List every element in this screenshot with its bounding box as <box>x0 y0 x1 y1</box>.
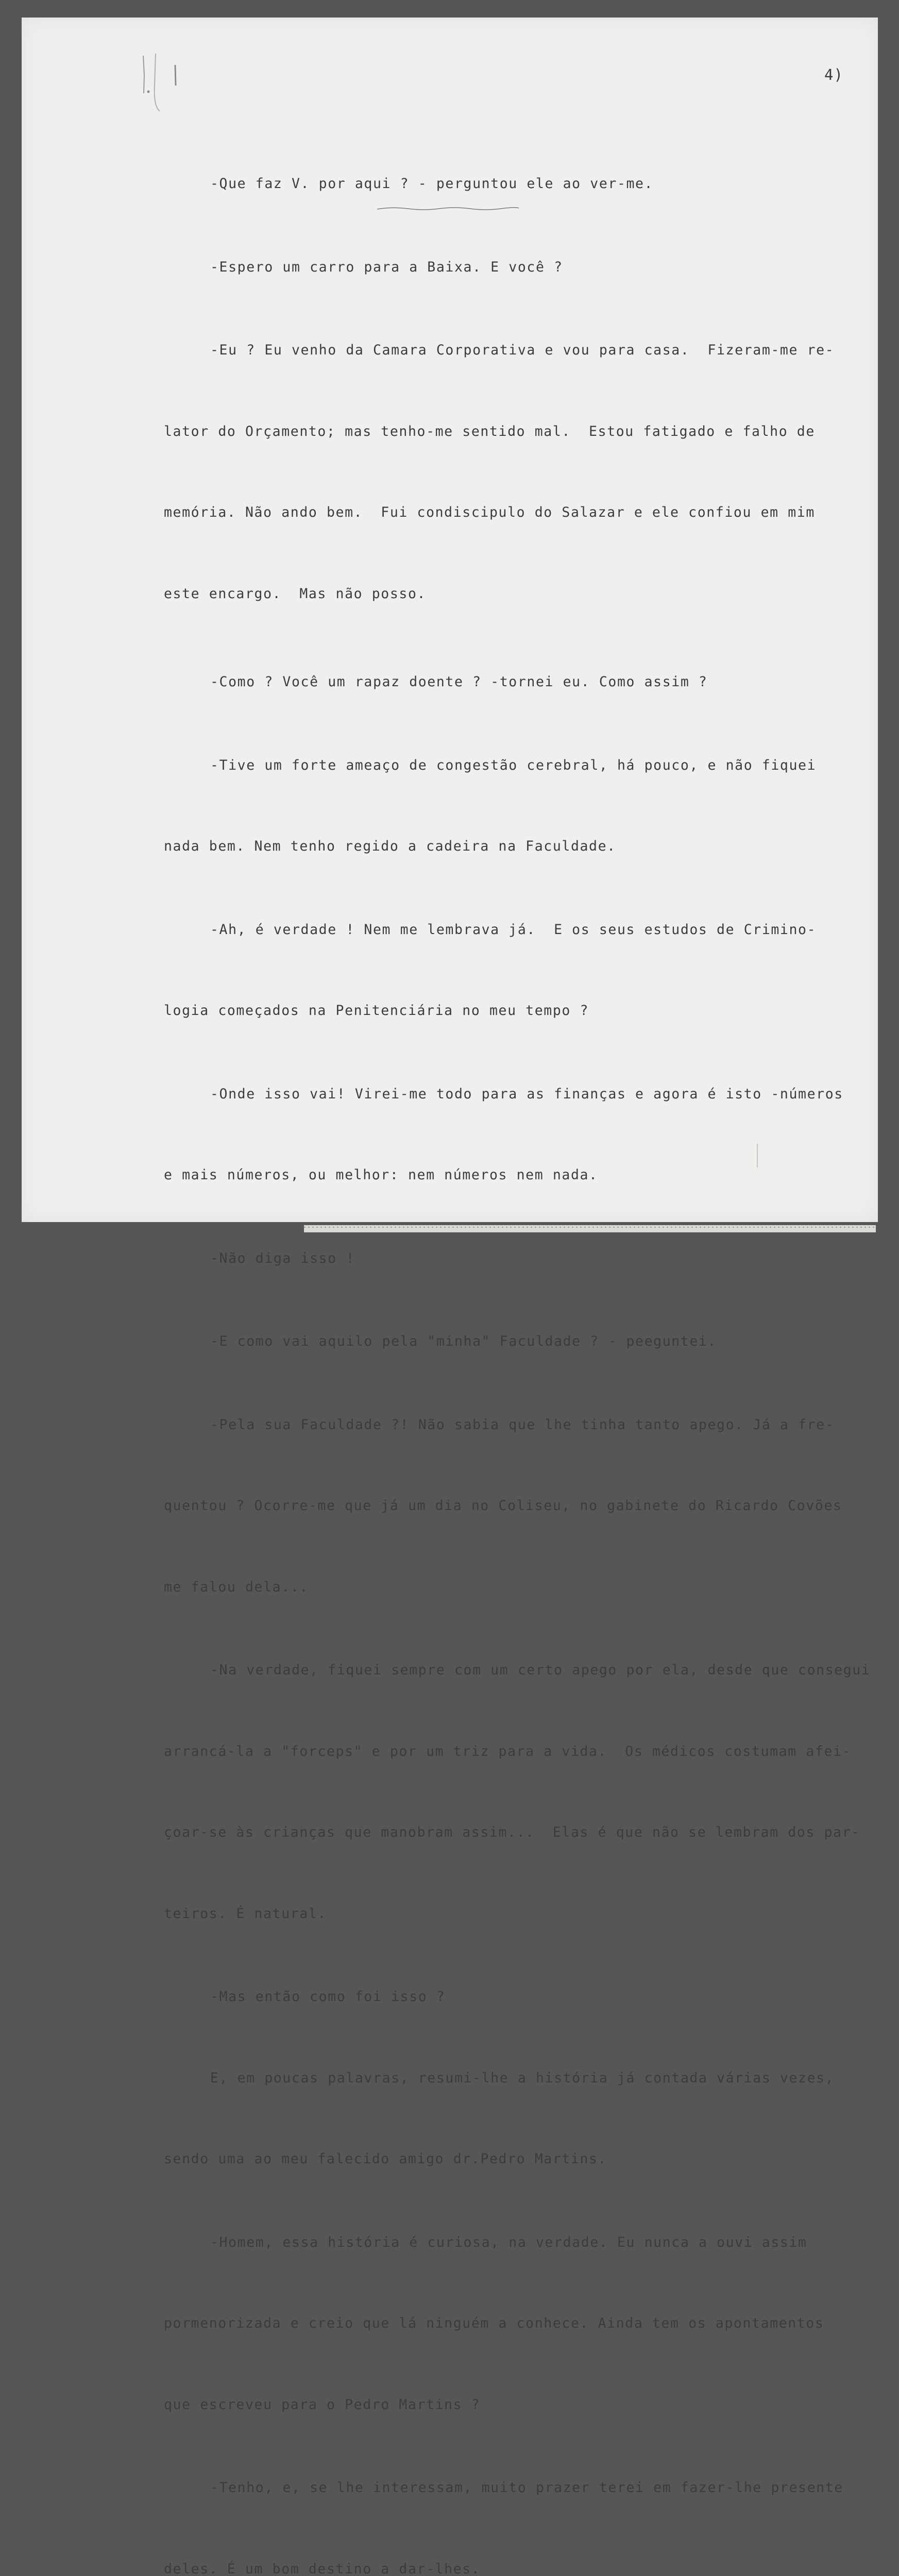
page-number: 4) <box>824 66 843 83</box>
text-line: -Na verdade, fiquei sempre com um certo apego por ela, desde que consegui <box>164 1657 895 1684</box>
text-line: -E como vai aquilo pela "minha" Faculdade ? - peeguntei. <box>164 1328 895 1355</box>
next-page-edge <box>304 1225 876 1232</box>
text-line: logia começados na Penitenciária no meu tempo ? <box>164 997 895 1025</box>
text-line: memória. Não ando bem. Fui condiscipulo do Salazar e ele confiou em mim <box>164 499 895 527</box>
pencil-marks <box>139 44 196 122</box>
text-line: e mais números, ou melhor: nem números nem nada. <box>164 1162 895 1189</box>
text-line: nada bem. Nem tenho regido a cadeira na Faculdade. <box>164 833 895 860</box>
text-line: -Tenho, e, se lhe interessam, muito prazer terei em fazer-lhe presente <box>164 2475 895 2502</box>
text-line: deles. É um bom destino a dar-lhes. <box>164 2556 895 2576</box>
text-line: -Espero um carro para a Baixa. E você ? <box>164 254 895 281</box>
text-line: E, em poucas palavras, resumi-lhe a história já contada várias vezes, <box>164 2065 895 2092</box>
text-line: teiros. É natural. <box>164 1901 895 1928</box>
typewritten-page <box>22 18 878 1222</box>
ink-mark <box>756 1144 759 1167</box>
text-line: quentou ? Ocorre-me que já um dia no Coliseu, no gabinete do Ricardo Covões <box>164 1493 895 1520</box>
text-line: -Mas então como foi isso ? <box>164 1984 895 2011</box>
text-line: -Pela sua Faculdade ?! Não sabia que lhe tinha tanto apego. Já a fre- <box>164 1412 895 1439</box>
text-line: pormenorizada e creio que lá ninguém a conhece. Ainda tem os apontamentos <box>164 2310 895 2337</box>
text-line: este encargo. Mas não posso. <box>164 581 895 608</box>
text-line: -Que faz V. por aqui ? - perguntou ele ao ver-me. <box>164 171 895 198</box>
text-line: arrancá-la a "forceps" e por um triz para a vida. Os médicos costumam afei- <box>164 1738 895 1766</box>
text-line: -Não diga isso ! <box>164 1245 895 1273</box>
text-line: sendo uma ao meu falecido amigo dr.Pedro Martins. <box>164 2146 895 2173</box>
text-line: -Tive um forte ameaço de congestão cerebral, há pouco, e não fiquei <box>164 752 895 779</box>
text-line: lator do Orçamento; mas tenho-me sentido mal. Estou fatigado e falho de <box>164 418 895 446</box>
text-line: que escreveu para o Pedro Martins ? <box>164 2392 895 2419</box>
text-line: -Como ? Você um rapaz doente ? -tornei eu. Como assim ? <box>164 669 895 696</box>
text-line: çoar-se às crianças que manobram assim... Elas é que não se lembram dos par- <box>164 1819 895 1846</box>
text-line: -Onde isso vai! Virei-me todo para as finanças e agora é isto -números <box>164 1081 895 1108</box>
text-line: -Homem, essa história é curiosa, na verdade. Eu nunca a ouvi assim <box>164 2229 895 2257</box>
page-body <box>164 116 895 2576</box>
text-line: me falou dela... <box>164 1574 895 1601</box>
text-line: -Eu ? Eu venho da Camara Corporativa e vou para casa. Fizeram-me re- <box>164 337 895 364</box>
text-line: -Ah, é verdade ! Nem me lembrava já. E os seus estudos de Crimino- <box>164 917 895 944</box>
